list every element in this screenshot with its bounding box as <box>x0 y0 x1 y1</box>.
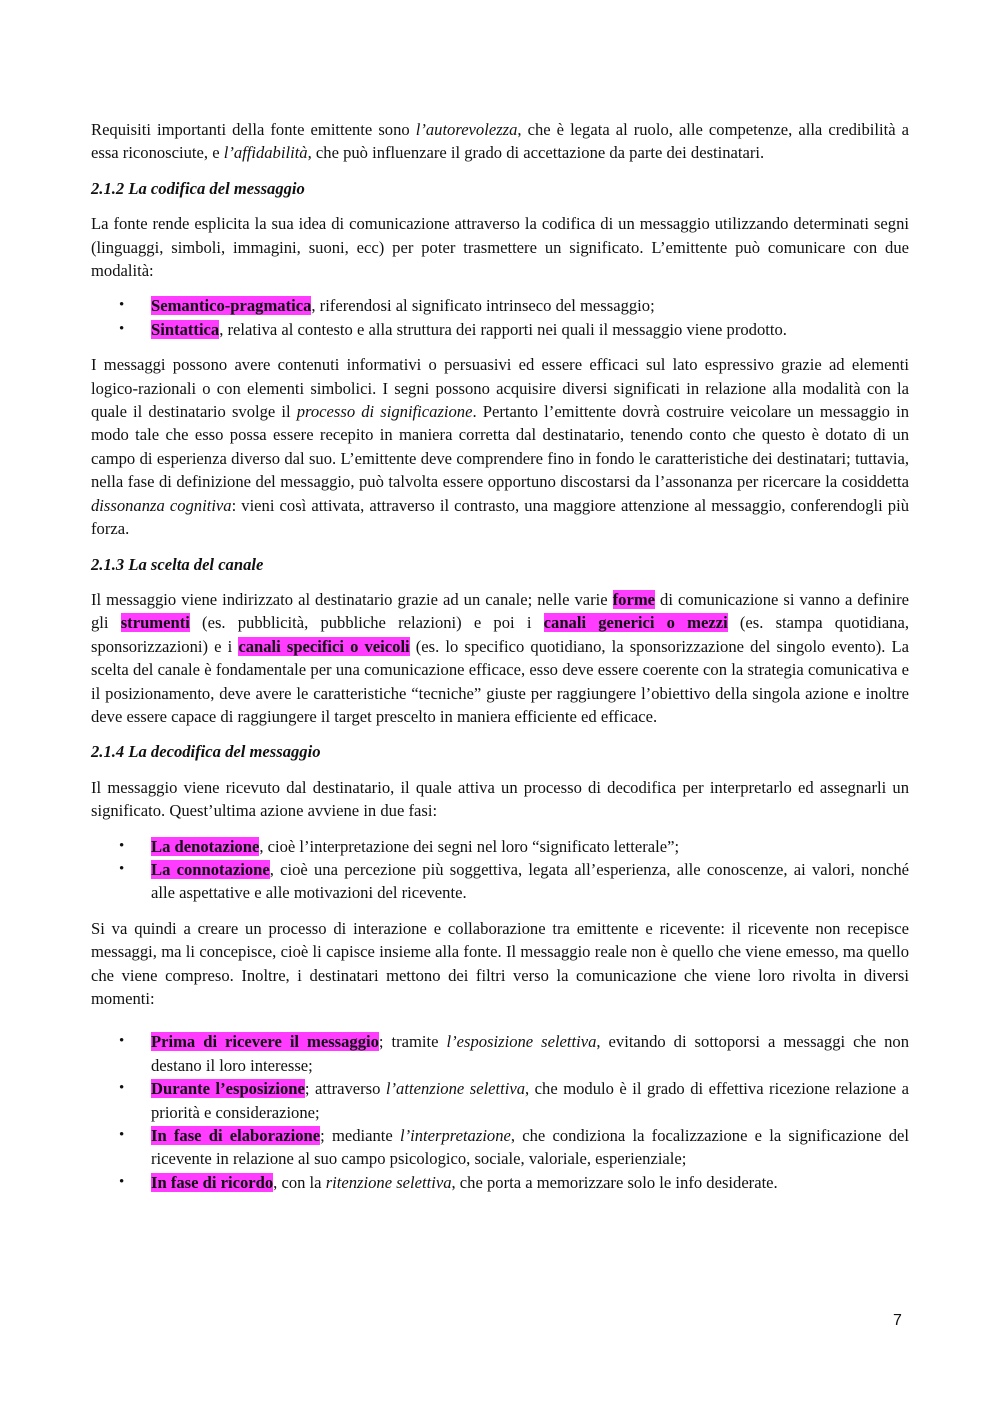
document-page <box>91 118 909 1206</box>
list-decoding-phases <box>91 835 909 905</box>
paragraph-channel: Il messaggio viene indirizzato al destinatario grazie ad un canale; nelle varie forme di comunicazione si vanno a definire gli strumenti (es. pubblicità, pubbliche relazioni) e poi i canali generici o mezzi (es. stampa quotidiana, sponsorizzazioni) e i canali specifici o veicoli (es. lo specifico quotidiano, la sponsorizzazione del singolo evento). La scelta del canale è fondamentale per una comunicazione efficace, esso deve essere coerente con la strategia comunicativa e il posizionamento, deve avere le caratteristiche “tecniche” giuste per raggiungere l’obiettivo della singola azione e inoltre deve essere capace di raggiungere il target prescelto in maniera efficiente ed efficace. <box>91 589 909 726</box>
list-item: • In fase di elaborazione; mediante l’interpretazione, che condiziona la focalizzazione e la significazione del ricevente in relazione al suo campo psicologico, sociale, valoriale, esperienziale; <box>119 1126 909 1169</box>
heading-2-1-2: 2.1.2 La codifica del messaggio <box>91 178 305 198</box>
list-item: • La connotazione, cioè una percezione più soggettiva, legata all’esperienza, alle conoscenze, ai valori, nonché alle aspettative e alle motivazioni del ricevente. <box>119 859 909 903</box>
list-filters <box>91 1030 909 1194</box>
page-number: 7 <box>893 1312 902 1329</box>
list-item: • La denotazione, cioè l’interpretazione dei segni nel loro “significato letterale”; <box>119 836 680 856</box>
paragraph-interaction: Si va quindi a creare un processo di interazione e collaborazione tra emittente e ricevente: il ricevente non recepisce messaggi, ma li concepisce, cioè li capisce insieme alla fonte. Il messaggio reale non è quello che viene emesso, ma quello che viene compreso. Inoltre, i destinatari mettono dei filtri verso la comunicazione che viene loro rivolta in diversi momenti: <box>91 918 909 1008</box>
paragraph-source-requirements: Requisiti importanti della fonte emittente sono l’autorevolezza, che è legata al ruolo, alle competenze, alla credibilità a essa riconosciute, e l’affidabilità, che può influenzare il grado di accettazione da parte dei destinatari. <box>91 120 910 163</box>
paragraph-coding: La fonte rende esplicita la sua idea di comunicazione attraverso la codifica di un messaggio utilizzando determinati segni (linguaggi, simboli, immagini, suoni, ecc) per poter trasmettere un significato. L’emittente può comunicare con due modalità: <box>91 214 909 281</box>
list-item: • Prima di ricevere il messaggio; tramite l’esposizione selettiva, evitando di sottoporsi a messaggi che non destano il loro interesse; <box>119 1032 909 1075</box>
paragraph-decoding: Il messaggio viene ricevuto dal destinatario, il quale attiva un processo di decodifica per interpretarlo ed assegnarli un significato. Quest’ultima azione avviene in due fasi: <box>91 777 909 821</box>
heading-2-1-3: 2.1.3 La scelta del canale <box>91 554 264 574</box>
list-item: • Semantico-pragmatica, riferendosi al significato intrinseco del messaggio; <box>119 296 655 316</box>
heading-2-1-4: 2.1.4 La decodifica del messaggio <box>91 742 321 762</box>
list-item: • Sintattica, relativa al contesto e alla struttura dei rapporti nei quali il messaggio viene prodotto. <box>119 319 787 339</box>
list-item: • Durante l’esposizione; attraverso l’attenzione selettiva, che modulo è il grado di effettiva ricezione relazione a priorità e considerazione; <box>119 1079 909 1122</box>
list-item: • In fase di ricordo, con la ritenzione selettiva, che porta a memorizzare solo le info desiderate. <box>119 1172 778 1192</box>
paragraph-messages: I messaggi possono avere contenuti informativi o persuasivi ed essere efficaci sul lato espressivo grazie ad elementi logico-razionali o con elementi simbolici. I segni possono acquisire diversi significati in relazione alla modalità con la quale il destinatario svolge il processo di significazione. Pertanto l’emittente dovrà costruire veicolare un messaggio in modo tale che esso possa essere recepito in maniera corretta dal destinatario, tenendo conto che questo è dotato di un campo di esperienza diverso dal suo. L’emittente deve comprendere fino in fondo le caratteristiche dei destinatari; tuttavia, nella fase di definizione del messaggio, può talvolta essere opportuno discostarsi da l’assonanza per ricercare la cosiddetta dissonanza cognitiva: vieni così attivata, attraverso il contrasto, una maggiore attenzione al messaggio, conferendogli più forza. <box>91 355 910 539</box>
list-coding-modes <box>91 294 909 341</box>
